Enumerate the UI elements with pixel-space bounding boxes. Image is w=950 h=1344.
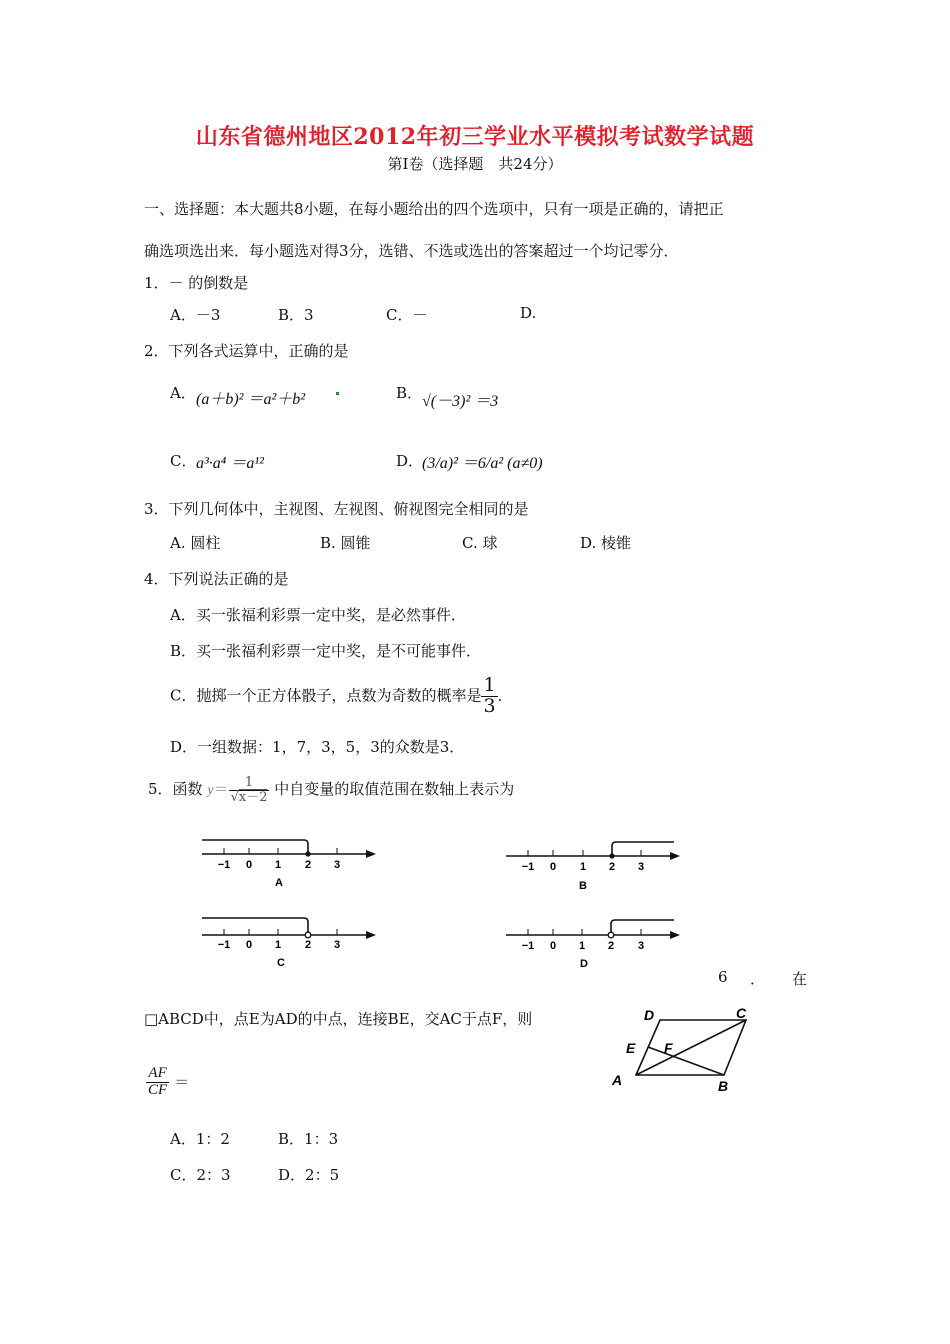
q2-option-d-expr: (3/a)² ＝6/a² (a≠0) bbox=[422, 455, 543, 472]
point-label-b: B bbox=[718, 1078, 729, 1094]
tick-label: 0 bbox=[245, 859, 253, 871]
tick-label: 1 bbox=[274, 939, 282, 951]
number-line-a bbox=[190, 830, 390, 890]
page-subtitle: 第Ⅰ卷（选择题 共24分） bbox=[387, 155, 563, 173]
tick-label: 3 bbox=[637, 940, 645, 952]
q1-option-d: D. bbox=[520, 304, 537, 322]
q3-option-d: D. 棱锥 bbox=[580, 534, 632, 552]
q6-number: 6 bbox=[718, 968, 728, 986]
number-line-d bbox=[494, 910, 694, 972]
q2-option-b-expr: √(－3)² ＝3 bbox=[422, 393, 499, 410]
q1-stem: 1．－ 的倒数是 bbox=[144, 274, 249, 292]
function-fraction bbox=[229, 776, 270, 804]
function-numerator: 1 bbox=[229, 776, 270, 791]
q5-suffix: 中自变量的取值范围在数轴上表示为 bbox=[274, 780, 515, 799]
q6-option-d: D．2：5 bbox=[278, 1166, 340, 1184]
q6-ratio bbox=[146, 1066, 189, 1099]
q2-stem: 2．下列各式运算中，正确的是 bbox=[144, 342, 349, 360]
q4-option-c bbox=[170, 676, 513, 717]
q3-stem: 3．下列几何体中，主视图、左视图、俯视图完全相同的是 bbox=[144, 500, 529, 518]
point-label-a: A bbox=[612, 1072, 623, 1088]
q3-option-a: A. 圆柱 bbox=[170, 534, 221, 552]
q3-option-b: B. 圆锥 bbox=[320, 534, 371, 552]
q3-option-c: C. 球 bbox=[462, 534, 498, 552]
q5-stem bbox=[148, 776, 514, 804]
ratio-equals: ＝ bbox=[174, 1072, 190, 1091]
q5-prefix: 5．函数 bbox=[148, 780, 203, 799]
stray-dot bbox=[336, 392, 339, 395]
parallelogram-diagram bbox=[604, 1000, 774, 1100]
q6-zai: 在 bbox=[792, 970, 808, 988]
fraction-numerator: 1 bbox=[483, 674, 496, 696]
function-equals: ＝ bbox=[213, 780, 229, 799]
tick-label: −1 bbox=[217, 859, 231, 871]
q4-option-d: D．一组数据：1，7，3，5，3的众数是3． bbox=[170, 738, 465, 756]
q2-option-c-label: C． bbox=[170, 452, 197, 470]
q2-option-c-expr: a³·a⁴ ＝a¹² bbox=[196, 455, 264, 472]
tick-label: 1 bbox=[578, 940, 586, 952]
tick-label: 2 bbox=[304, 859, 312, 871]
number-line-b bbox=[494, 832, 694, 892]
tick-label: 3 bbox=[333, 859, 341, 871]
q4-stem: 4．下列说法正确的是 bbox=[144, 570, 289, 588]
q1-option-b: B．3 bbox=[278, 306, 314, 324]
point-label-c: C bbox=[736, 1005, 747, 1021]
tick-label: 3 bbox=[333, 939, 341, 951]
option-label: D bbox=[580, 958, 588, 970]
tick-label: 2 bbox=[608, 861, 616, 873]
q2-option-a-label: A． bbox=[170, 384, 196, 402]
point-label-e: E bbox=[626, 1040, 636, 1056]
q4-option-b: B．买一张福利彩票一定中奖，是不可能事件． bbox=[170, 642, 482, 660]
ratio-fraction bbox=[146, 1066, 169, 1099]
tick-label: 0 bbox=[549, 861, 557, 873]
tick-label: −1 bbox=[217, 939, 231, 951]
option-label: A bbox=[275, 877, 283, 889]
page-title: 山东省德州地区2012年初三学业水平模拟考试数学试题 bbox=[195, 124, 755, 150]
q2-option-d-label: D． bbox=[396, 452, 424, 470]
point-label-f: F bbox=[664, 1040, 673, 1056]
tick-label: 0 bbox=[549, 940, 557, 952]
tick-label: 0 bbox=[245, 939, 253, 951]
q2-option-a-expr: (a＋b)² ＝a²＋b² bbox=[196, 391, 306, 408]
q6-stem: □ABCD中，点E为AD的中点，连接BE，交AC于点F，则 bbox=[144, 1010, 533, 1028]
number-line-c bbox=[190, 908, 390, 970]
probability-fraction bbox=[481, 676, 497, 717]
tick-label: 3 bbox=[637, 861, 645, 873]
q4-option-a: A．买一张福利彩票一定中奖，是必然事件． bbox=[170, 606, 466, 624]
tick-label: 1 bbox=[579, 861, 587, 873]
ratio-denominator: CF bbox=[148, 1081, 168, 1098]
tick-label: 2 bbox=[304, 939, 312, 951]
function-y: y bbox=[207, 783, 214, 799]
tick-label: 1 bbox=[274, 859, 282, 871]
q2-option-b-label: B． bbox=[396, 384, 423, 402]
q6-option-b: B．1：3 bbox=[278, 1130, 339, 1148]
tick-label: −1 bbox=[521, 861, 535, 873]
tick-label: 2 bbox=[607, 940, 615, 952]
q1-option-a: A．－3 bbox=[170, 306, 221, 324]
ratio-numerator: AF bbox=[146, 1066, 169, 1083]
point-label-d: D bbox=[644, 1007, 655, 1023]
q4-option-c-tail: ． bbox=[497, 686, 513, 705]
section-instructions-line1: 一、选择题：本大题共8小题，在每小题给出的四个选项中，只有一项是正确的，请把正 bbox=[144, 200, 724, 218]
q6-option-a: A．1：2 bbox=[170, 1130, 230, 1148]
q6-dot: ． bbox=[750, 970, 766, 988]
option-label: B bbox=[579, 880, 587, 892]
fraction-denominator: 3 bbox=[483, 694, 496, 717]
option-label: C bbox=[277, 957, 285, 969]
section-instructions-line2: 确选项选出来．每小题选对得3分，选错、不选或选出的答案超过一个均记零分． bbox=[144, 242, 679, 260]
q4-option-c-text: C．抛掷一个正方体骰子，点数为奇数的概率是 bbox=[170, 686, 482, 705]
tick-label: −1 bbox=[521, 940, 535, 952]
q1-option-c: C．－ bbox=[386, 306, 428, 324]
function-radicand: x－2 bbox=[238, 789, 268, 805]
function-denominator: √x－2 bbox=[230, 789, 268, 805]
q6-option-c: C．2：3 bbox=[170, 1166, 231, 1184]
